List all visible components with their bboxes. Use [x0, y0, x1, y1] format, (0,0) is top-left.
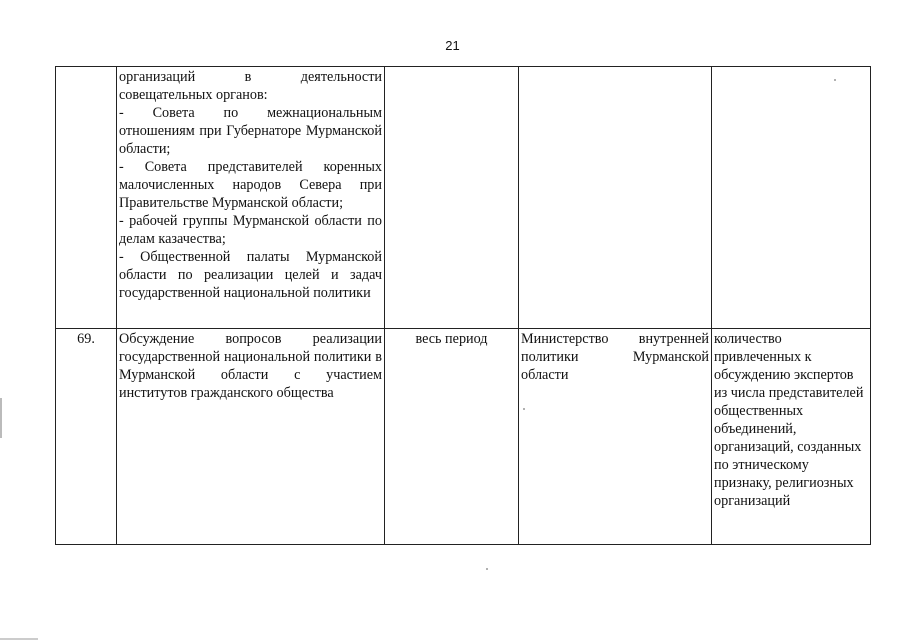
activity-cell: [117, 329, 385, 545]
table-row: [56, 329, 871, 545]
row-number-cell: 69.: [56, 329, 117, 545]
scan-edge-mark: [0, 398, 2, 438]
scan-speck: [486, 568, 488, 570]
table-row: [56, 67, 871, 329]
row-number-cell: [56, 67, 117, 329]
activity-text-line: Обсуждение вопросов реализации государственной национальной политики в Мурманской области с участием институтов гражданского общества: [119, 331, 382, 401]
activity-text-line: - Общественной палаты Мурманской области по реализации целей и задач государственной национальной политики: [119, 249, 382, 301]
indicator-cell: количество привлеченных к обсуждению экспертов из числа представителей общественных объединений, организаций, созданных по этническому признаку, религиозных организаций: [712, 329, 871, 545]
scan-speck: [834, 79, 836, 81]
indicator-cell: [712, 67, 871, 329]
responsible-cell: [519, 67, 712, 329]
responsible-cell: Министерство внутренней политики Мурманской области: [519, 329, 712, 545]
period-cell: [385, 67, 519, 329]
scan-speck: [523, 408, 525, 410]
activity-text-line: - Совета по межнациональным отношениям при Губернаторе Мурманской области;: [119, 105, 382, 157]
activity-text-line: организаций в деятельности совещательных органов:: [119, 69, 382, 103]
activity-text-line: - Совета представителей коренных малочисленных народов Севера при Правительстве Мурманской области;: [119, 159, 382, 211]
period-cell: весь период: [385, 329, 519, 545]
page-number: 21: [445, 38, 460, 53]
plan-table: [55, 66, 871, 545]
activity-cell: [117, 67, 385, 329]
activity-text-line: - рабочей группы Мурманской области по делам казачества;: [119, 213, 382, 247]
